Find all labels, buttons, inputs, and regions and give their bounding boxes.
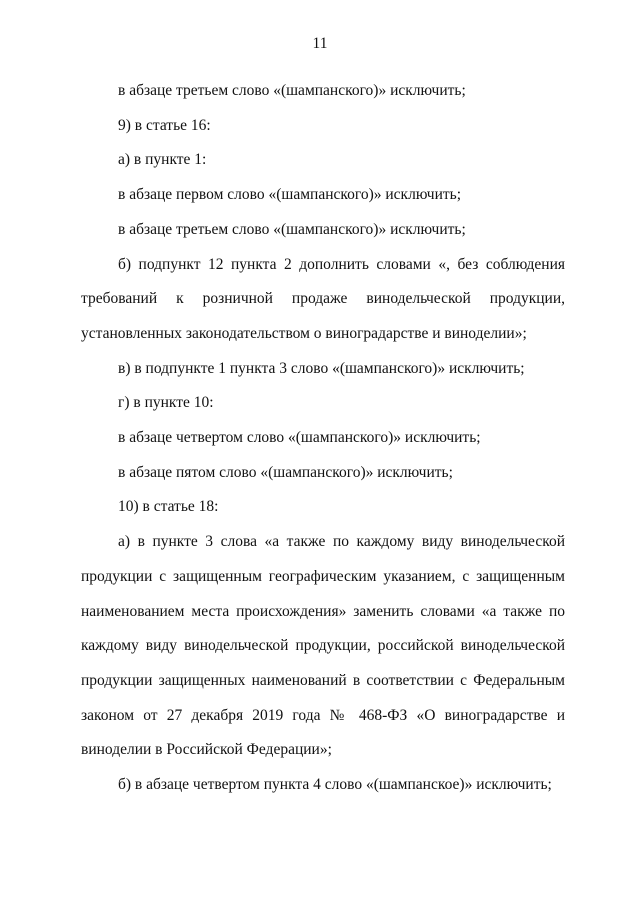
paragraph: г) в пункте 10: xyxy=(118,394,214,412)
paragraph: б) подпункт 12 пункта 2 дополнить словами «, без соблюдения требований к розничной продаже винодельческой продукции, установленных законодательством о виноградарстве и виноделии»; xyxy=(81,255,565,342)
paragraph: а) в пункте 1: xyxy=(118,151,207,169)
page-number: 11 xyxy=(312,35,328,52)
paragraph: 10) в статье 18: xyxy=(118,498,219,516)
paragraph: в абзаце третьем слово «(шампанского)» исключить; xyxy=(118,220,466,238)
paragraph: в абзаце четвертом слово «(шампанского)» исключить; xyxy=(118,429,481,447)
document-body xyxy=(81,74,565,803)
paragraph: в абзаце третьем слово «(шампанского)» исключить; xyxy=(118,82,466,99)
paragraph: а) в пункте 3 слова «а также по каждому виду винодельческой продукции с защищенным географическим указанием, с защищенным наименованием места происхождения» заменить словами «а также по каждому виду винодельческой продукции, российской винодельческой продукции защищенных наименований в соответствии с Федеральным законом от 27 декабря 2019 года № 468-ФЗ «О виноградарстве и виноделии в Российской Федерации»; xyxy=(81,533,565,759)
paragraph: в абзаце первом слово «(шампанского)» исключить; xyxy=(118,186,462,204)
paragraph: в) в подпункте 1 пункта 3 слово «(шампанского)» исключить; xyxy=(118,359,525,377)
paragraph: в абзаце пятом слово «(шампанского)» исключить; xyxy=(118,463,453,481)
paragraph: 9) в статье 16: xyxy=(118,116,211,134)
paragraph: б) в абзаце четвертом пункта 4 слово «(шампанское)» исключить; xyxy=(118,776,552,794)
